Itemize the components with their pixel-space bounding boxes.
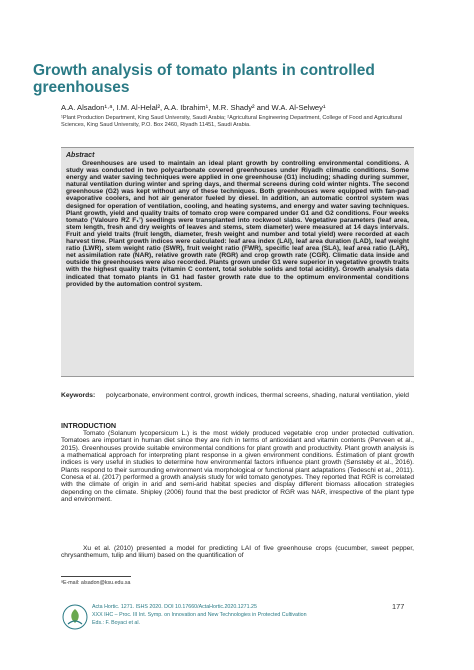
ishs-logo-icon	[62, 604, 88, 630]
abstract-box	[61, 147, 414, 377]
paper-title: Growth analysis of tomato plants in controlled greenhouses	[33, 62, 375, 96]
keywords-label: Keywords:	[61, 392, 96, 399]
introduction-paragraph-1: Tomato (Solanum lycopersicum L.) is the most widely produced vegetable crop under protected cultivation. Tomatoes are important in human diet since they are rich in terms of antioxidant and vitamin contents (Perveen et al., 2015). Greenhouses provide suitable environmental conditions for plant growth and productivity. Plant growth analysis is a mathematical approach for interpreting plant response in a given environment conditions. Estimation of plant growth indices is very useful in studies to determine how environmental factors influence plant growth (Sønsteby et al., 2016). Plants respond to their surrounding environment via morphological or functional plant adaptations (Tedeschi et al., 2011). Conesa et al. (2017) performed a growth analysis study for wild tomato genotypes. They reported that RGR is correlated with the climate of origin in arid and semi-arid habitat species and display different biomass allocation strategies depending on the climate. Shipley (2006) found that the best predictor of RGR was NAR, irrespective of the plant type and environment.	[61, 430, 414, 504]
abstract-heading: Abstract	[66, 152, 95, 159]
footer-proceedings-line: XXX IHC – Proc. III Int. Symp. on Innovation and New Technologies in Protected Cultivation	[92, 611, 307, 618]
footnote-email: ᵃE-mail: alsadon@ksu.edu.sa	[61, 580, 131, 586]
abstract-text: Greenhouses are used to maintain an ideal plant growth by controlling environmental conditions. A study was conducted in two polycarbonate covered greenhouses under Riyadh climatic conditions. Some energy and water saving techniques were applied in one greenhouse (G1) including; shading during summer, natural ventilation during winter and spring days, and thermal screens during cold winter nights. The second greenhouse (G2) was kept without any of these techniques. Both greenhouses were equipped with fan-pad evaporative coolers, and hot air generator fueled by diesel. In addition, an automatic control system was designed for operation of ventilation, cooling, and heating systems, and energy and water saving techniques. Plant growth, yield and quality traits of tomato crop were compared under G1 and G2 conditions. Four weeks tomato (‘Valouro RZ F₁’) seedlings were transplanted into rockwool slabs. Vegetative parameters (leaf area, stem length, fresh and dry weights of leaves and stems, stem diameter) were measured at 14 days intervals. Fruit and yield traits (fruit length, diameter, fresh weight and number and total yield) were recorded at each harvest time. Plant growth indices were calculated: leaf area index (LAI), leaf area duration (LAD), leaf weight ratio (LWR), stem weight ratio (SWR), fruit weight ratio (FWR), specific leaf area (SLA), leaf area ratio (LAR), net assimilation rate (NAR), relative growth rate (RGR) and crop growth rate (CGR). Climatic data inside and outside the greenhouses were also recorded. Plants grown under G1 were superior in vegetative growth traits with the highest quality traits (vitamin C content, total soluble solids and total acidity). Growth analysis data indicated that tomato plants in G1 had faster growth rate due to the optimum environmental conditions provided by the automation control system.	[66, 160, 409, 288]
author-list: A.A. Alsadon¹·ᵃ, I.M. Al-Helal², A.A. Ibrahim¹, M.R. Shady² and W.A. Al-Selwey¹	[61, 103, 326, 112]
keywords-text: polycarbonate, environment control, growth indices, thermal screens, shading, natural ventilation, yield	[106, 392, 409, 399]
page-number: 177	[392, 602, 405, 611]
footer-doi-line: Acta Hortic. 1271. ISHS 2020. DOI 10.17660/ActaHortic.2020.1271.25	[92, 604, 257, 610]
affiliations: ¹Plant Production Department, King Saud University, Saudi Arabia; ²Agricultural Engineering Department, College of Food and Agricultural Sciences, King Saud University, P.O. Box 2460, Riyadh 11451, Saudi Arabia.	[61, 115, 402, 129]
keywords-section	[61, 392, 414, 400]
introduction-heading: INTRODUCTION	[61, 421, 117, 430]
citation-footer	[92, 604, 307, 627]
footer-editors-line: Eds.: F. Boyaci et al.	[92, 619, 140, 626]
introduction-paragraph-2: Xu et al. (2010) presented a model for predicting LAI of five greenhouse crops (cucumber, sweet pepper, chrysanthemum, tulip and lilium) based on the quantification of	[61, 545, 414, 560]
footnote-divider	[61, 576, 131, 577]
